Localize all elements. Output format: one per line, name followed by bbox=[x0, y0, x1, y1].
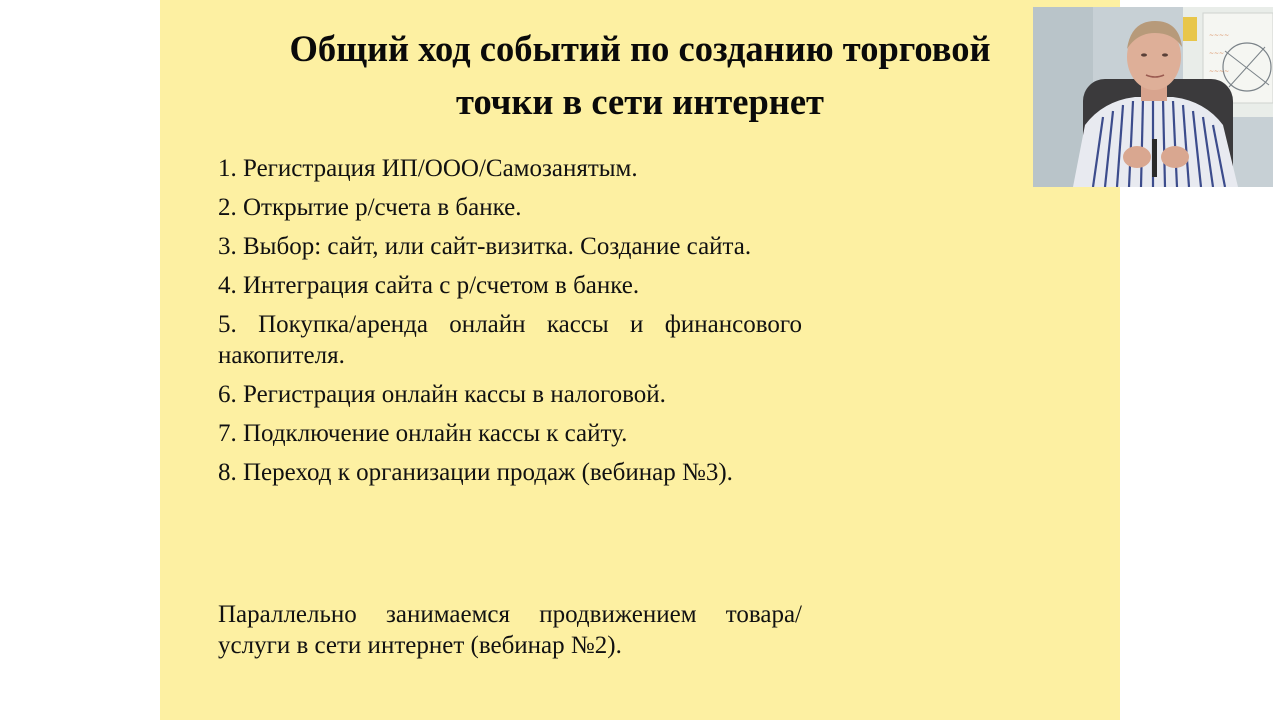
slide-note: Параллельно занимаемся продвижением товара/услуги в сети интернет (вебинар №2). bbox=[218, 601, 802, 659]
step-item-8: 8. Переход к организации продаж (вебинар №3). bbox=[218, 459, 733, 486]
steps-list bbox=[218, 153, 802, 488]
svg-text:~~~~: ~~~~ bbox=[1209, 32, 1230, 39]
presenter-webcam-feed bbox=[1033, 7, 1273, 187]
step-item-5: 5. Покупка/аренда онлайн кассы и финансового накопителя. bbox=[218, 311, 802, 369]
step-item-6: 6. Регистрация онлайн кассы в налоговой. bbox=[218, 381, 666, 408]
slide-title: Общий ход событий по созданию торговой точки в сети интернет bbox=[289, 28, 991, 122]
presenter-video-icon bbox=[1033, 7, 1273, 187]
presentation-slide bbox=[160, 0, 1120, 720]
svg-text:~~~~: ~~~~ bbox=[1209, 68, 1230, 75]
step-item-4: 4. Интеграция сайта с р/счетом в банке. bbox=[218, 272, 640, 299]
step-item-3: 3. Выбор: сайт, или сайт-визитка. Создание сайта. bbox=[218, 233, 752, 260]
step-item-7: 7. Подключение онлайн кассы к сайту. bbox=[218, 420, 628, 447]
step-item-2: 2. Открытие р/счета в банке. bbox=[218, 194, 522, 221]
step-item-1: 1. Регистрация ИП/ООО/Самозанятым. bbox=[218, 155, 638, 182]
svg-text:~~~: ~~~ bbox=[1209, 50, 1225, 57]
